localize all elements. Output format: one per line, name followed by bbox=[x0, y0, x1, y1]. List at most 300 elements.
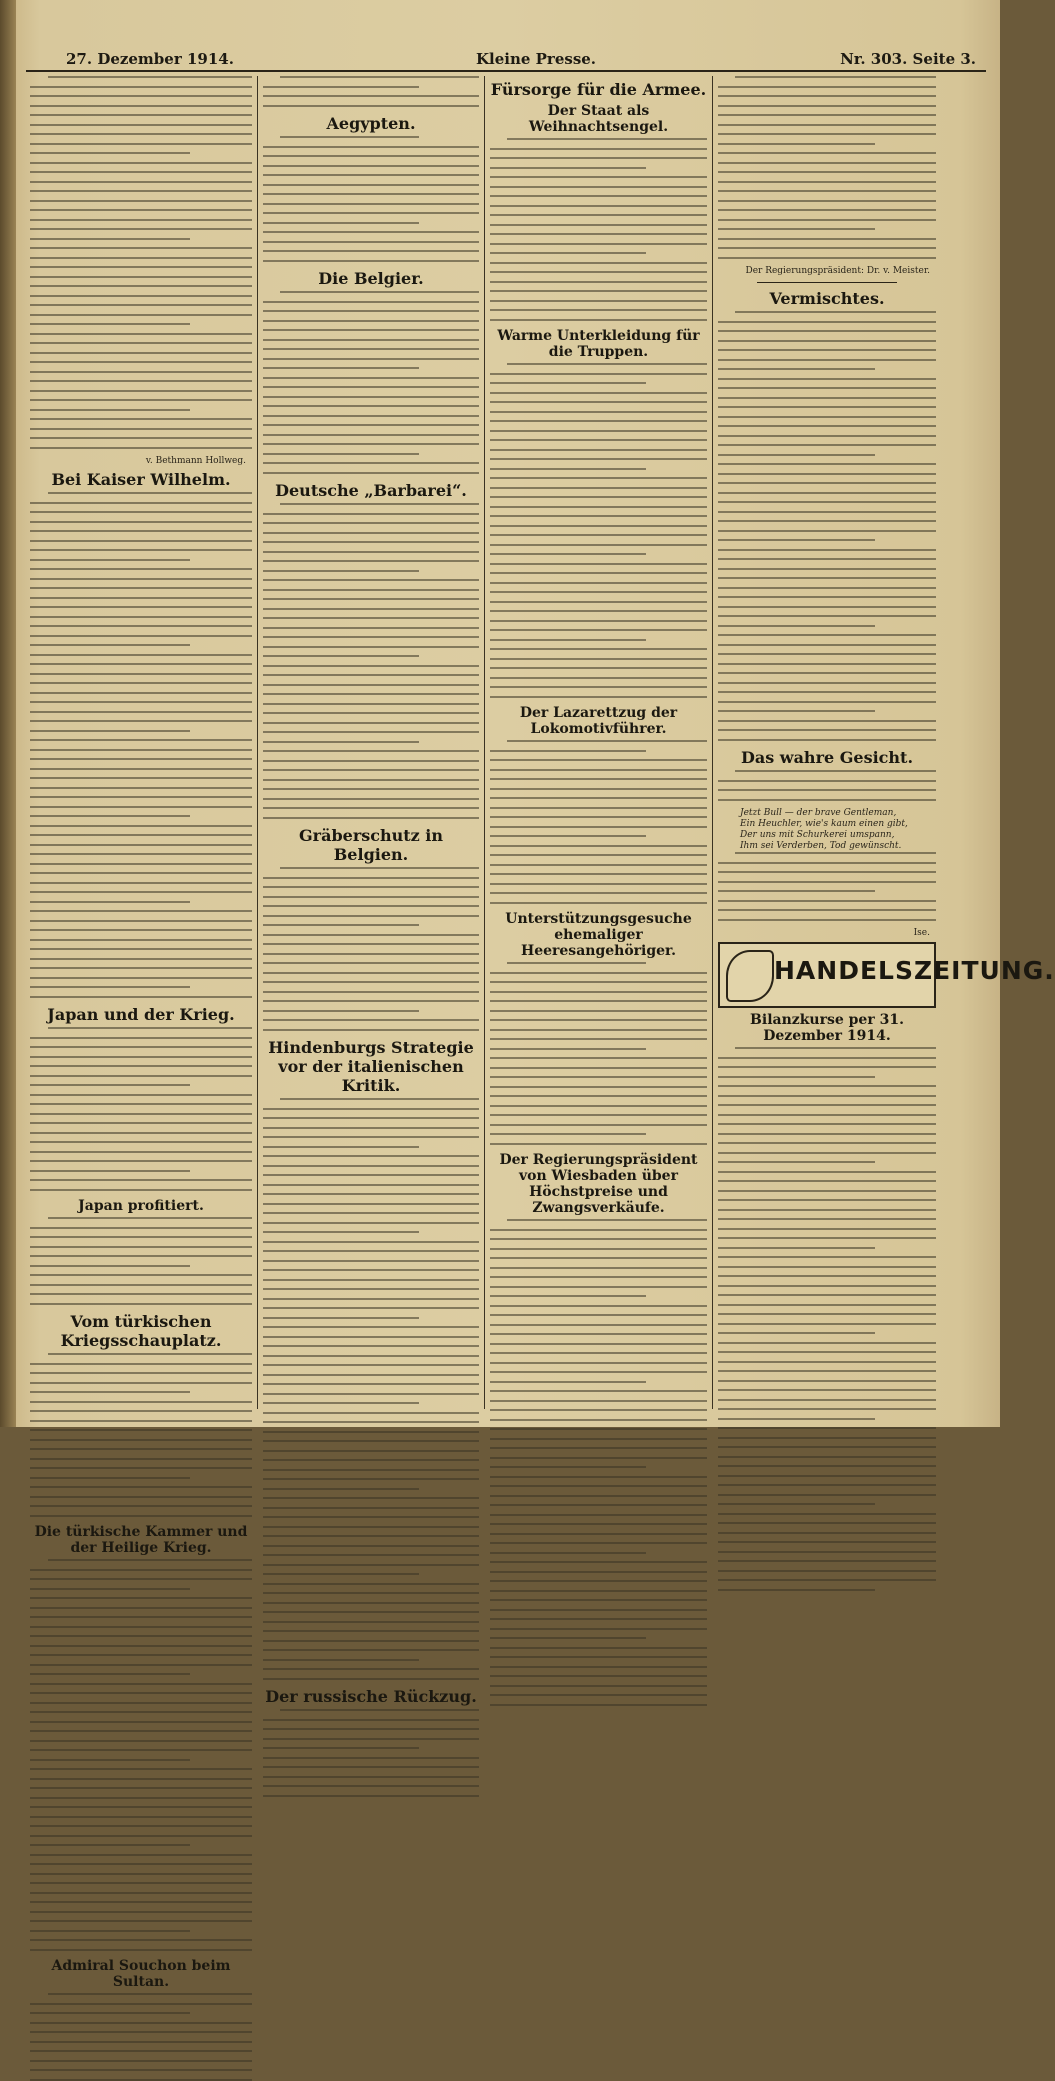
text-line bbox=[30, 796, 252, 798]
text-line bbox=[718, 799, 936, 801]
text-line bbox=[263, 560, 479, 562]
text-line bbox=[30, 834, 252, 836]
text-line bbox=[490, 1295, 646, 1297]
text-line bbox=[263, 522, 479, 524]
text-line bbox=[718, 1285, 936, 1287]
text-line bbox=[718, 1522, 936, 1524]
text-line bbox=[718, 682, 936, 684]
text-line bbox=[263, 807, 479, 809]
text-block bbox=[718, 76, 936, 259]
text-line bbox=[490, 420, 707, 422]
text-line bbox=[30, 1236, 252, 1238]
text-line bbox=[263, 222, 419, 224]
text-line bbox=[490, 601, 707, 603]
text-line bbox=[490, 677, 707, 679]
text-line bbox=[263, 1728, 479, 1730]
text-line bbox=[30, 749, 252, 751]
text-line bbox=[490, 873, 707, 875]
text-line bbox=[30, 1151, 252, 1153]
text-line bbox=[30, 1797, 252, 1799]
text-line bbox=[718, 247, 936, 249]
text-line bbox=[490, 1590, 707, 1592]
text-line bbox=[718, 1370, 936, 1372]
headline: Die Belgier. bbox=[318, 269, 424, 288]
text-line bbox=[30, 587, 252, 589]
text-line bbox=[30, 1496, 252, 1498]
text-line bbox=[718, 1361, 936, 1363]
text-line bbox=[30, 200, 252, 202]
text-line bbox=[30, 1056, 252, 1058]
text-line bbox=[718, 124, 936, 126]
text-line bbox=[490, 319, 707, 321]
text-line bbox=[718, 1152, 936, 1154]
text-line bbox=[490, 778, 707, 780]
text-line bbox=[718, 1399, 936, 1401]
text-line bbox=[718, 133, 936, 135]
text-line bbox=[718, 1275, 936, 1277]
text-line bbox=[263, 981, 479, 983]
text-line bbox=[718, 257, 936, 259]
text-line bbox=[490, 300, 707, 302]
text-line bbox=[48, 1217, 252, 1219]
text-line bbox=[490, 1400, 707, 1402]
text-line bbox=[30, 1477, 190, 1479]
text-line bbox=[30, 720, 252, 722]
text-line bbox=[718, 1494, 936, 1496]
text-line bbox=[490, 205, 707, 207]
text-line bbox=[30, 825, 252, 827]
text-line bbox=[490, 1143, 707, 1145]
text-line bbox=[30, 2079, 252, 2081]
text-line bbox=[718, 625, 875, 627]
text-line bbox=[30, 1835, 252, 1837]
text-line bbox=[718, 482, 936, 484]
text-line bbox=[263, 769, 479, 771]
text-line bbox=[263, 905, 479, 907]
text-line bbox=[30, 276, 252, 278]
text-line bbox=[263, 1440, 479, 1442]
text-line bbox=[30, 844, 252, 846]
text-line bbox=[490, 1352, 707, 1354]
text-line bbox=[490, 1267, 707, 1269]
text-line bbox=[718, 1294, 936, 1296]
text-line bbox=[263, 513, 479, 515]
text-line bbox=[490, 1019, 707, 1021]
text-block bbox=[490, 1219, 707, 1706]
text-line bbox=[30, 1439, 252, 1441]
text-line bbox=[263, 1279, 479, 1281]
text-line bbox=[48, 1353, 252, 1355]
text-line bbox=[490, 1647, 707, 1649]
text-line bbox=[263, 962, 479, 964]
text-block bbox=[718, 1047, 936, 1591]
text-line bbox=[490, 648, 707, 650]
text-line bbox=[490, 1533, 707, 1535]
text-line bbox=[30, 380, 252, 382]
text-line bbox=[718, 1332, 875, 1334]
text-line bbox=[490, 167, 646, 169]
text-line bbox=[30, 502, 252, 504]
text-line bbox=[718, 1095, 936, 1097]
text-line bbox=[490, 487, 707, 489]
headline: Aegypten. bbox=[326, 114, 416, 133]
text-line bbox=[30, 758, 252, 760]
headline: Der russische Rückzug. bbox=[265, 1687, 477, 1706]
text-line bbox=[490, 290, 707, 292]
text-block bbox=[718, 852, 936, 921]
banner-title: HANDELSZEITUNG. bbox=[774, 956, 1055, 985]
headline: Bilanzkurse per 31. Dezember 1914. bbox=[750, 1012, 904, 1044]
text-line bbox=[490, 1343, 707, 1345]
divider bbox=[757, 282, 897, 283]
text-line bbox=[490, 544, 707, 546]
text-line bbox=[490, 1694, 707, 1696]
text-line bbox=[30, 2031, 252, 2033]
poem-line: Ein Heuchler, wie's kaum einen gibt, bbox=[740, 819, 908, 829]
header-paper-title: Kleine Presse. bbox=[476, 50, 597, 68]
text-line bbox=[490, 373, 707, 375]
text-line bbox=[718, 444, 936, 446]
text-line bbox=[30, 1711, 252, 1713]
text-line bbox=[490, 224, 707, 226]
text-line bbox=[490, 309, 707, 311]
text-line bbox=[30, 1882, 252, 1884]
signature: Der Regierungspräsident: Dr. v. Meister. bbox=[745, 266, 930, 276]
text-line bbox=[30, 568, 252, 570]
text-line bbox=[718, 359, 936, 361]
text-line bbox=[718, 615, 936, 617]
text-line bbox=[490, 591, 707, 593]
text-line bbox=[490, 148, 707, 150]
text-line bbox=[263, 1165, 479, 1167]
column-rule bbox=[257, 76, 258, 1409]
text-line bbox=[30, 1920, 252, 1922]
text-line bbox=[718, 181, 936, 183]
text-line bbox=[30, 644, 190, 646]
text-line bbox=[30, 219, 252, 221]
text-line bbox=[30, 352, 252, 354]
text-block bbox=[490, 363, 707, 698]
text-line bbox=[263, 472, 479, 474]
text-line bbox=[30, 939, 252, 941]
text-line bbox=[490, 243, 707, 245]
text-line bbox=[263, 320, 479, 322]
text-line bbox=[263, 241, 479, 243]
text-line bbox=[30, 2050, 252, 2052]
text-line bbox=[490, 1552, 646, 1554]
text-line bbox=[490, 1476, 707, 1478]
text-line bbox=[490, 1542, 707, 1544]
text-line bbox=[490, 658, 707, 660]
text-line bbox=[30, 1863, 252, 1865]
text-line bbox=[490, 972, 707, 974]
text-line bbox=[30, 929, 252, 931]
text-line bbox=[263, 367, 419, 369]
text-block bbox=[263, 867, 479, 1031]
text-line bbox=[718, 1142, 936, 1144]
text-block bbox=[30, 1353, 252, 1517]
text-line bbox=[30, 1616, 252, 1618]
column-3 bbox=[490, 76, 707, 1409]
text-line bbox=[490, 1371, 707, 1373]
text-block bbox=[490, 740, 707, 904]
text-line bbox=[263, 1000, 479, 1002]
text-line bbox=[30, 171, 252, 173]
text-line bbox=[490, 1257, 707, 1259]
text-line bbox=[263, 532, 479, 534]
text-line bbox=[718, 644, 936, 646]
headline: Gräberschutz in Belgien. bbox=[298, 826, 444, 864]
text-line bbox=[490, 582, 707, 584]
text-line bbox=[490, 449, 707, 451]
text-line bbox=[263, 1478, 479, 1480]
text-line bbox=[263, 731, 479, 733]
text-line bbox=[718, 349, 936, 351]
text-line bbox=[263, 1193, 479, 1195]
text-line bbox=[263, 991, 479, 993]
text-line bbox=[30, 1844, 190, 1846]
text-line bbox=[718, 1589, 875, 1591]
text-line bbox=[718, 530, 936, 532]
text-line bbox=[30, 1046, 252, 1048]
text-line bbox=[718, 1351, 936, 1353]
text-line bbox=[490, 1229, 707, 1231]
text-line bbox=[490, 759, 707, 761]
text-line bbox=[718, 1114, 936, 1116]
text-line bbox=[718, 1551, 936, 1553]
text-block bbox=[263, 1098, 479, 1680]
text-line bbox=[263, 1231, 419, 1233]
text-line bbox=[718, 463, 936, 465]
header-date: 27. Dezember 1914. bbox=[66, 50, 234, 68]
text-line bbox=[263, 1222, 479, 1224]
text-line bbox=[718, 862, 936, 864]
text-line bbox=[490, 1495, 707, 1497]
text-line bbox=[263, 146, 479, 148]
text-line bbox=[718, 672, 936, 674]
text-line bbox=[263, 1738, 479, 1740]
text-line bbox=[718, 209, 936, 211]
headline: Japan und der Krieg. bbox=[47, 1005, 235, 1024]
text-line bbox=[30, 663, 252, 665]
text-line bbox=[263, 1507, 479, 1509]
text-line bbox=[30, 1410, 252, 1412]
text-line bbox=[263, 1630, 479, 1632]
text-line bbox=[263, 943, 479, 945]
text-line bbox=[263, 1374, 479, 1376]
text-line bbox=[263, 1421, 479, 1423]
text-line bbox=[263, 693, 479, 695]
text-line bbox=[30, 2003, 252, 2005]
text-line bbox=[263, 665, 479, 667]
text-line bbox=[30, 1569, 252, 1571]
text-line bbox=[30, 1588, 190, 1590]
text-line bbox=[263, 1136, 479, 1138]
text-line bbox=[263, 1269, 479, 1271]
text-line bbox=[718, 558, 936, 560]
text-line bbox=[30, 1179, 252, 1181]
text-line bbox=[30, 1645, 252, 1647]
text-line bbox=[263, 1459, 479, 1461]
text-line bbox=[30, 190, 252, 192]
text-line bbox=[30, 511, 252, 513]
text-line bbox=[718, 416, 936, 418]
text-line bbox=[263, 1516, 479, 1518]
text-line bbox=[263, 788, 479, 790]
text-line bbox=[30, 1854, 252, 1856]
text-line bbox=[30, 105, 252, 107]
text-line bbox=[30, 635, 252, 637]
text-line bbox=[30, 1420, 252, 1422]
text-line bbox=[30, 143, 252, 145]
text-line bbox=[30, 418, 252, 420]
text-line bbox=[718, 909, 936, 911]
text-line bbox=[30, 409, 190, 411]
text-line bbox=[30, 437, 252, 439]
text-line bbox=[490, 392, 707, 394]
text-line bbox=[718, 1180, 936, 1182]
text-line bbox=[718, 549, 936, 551]
text-line bbox=[718, 1418, 875, 1420]
text-line bbox=[263, 339, 479, 341]
text-line bbox=[263, 184, 479, 186]
text-line bbox=[718, 1579, 936, 1581]
text-line bbox=[718, 1408, 936, 1410]
text-line bbox=[263, 1326, 479, 1328]
text-line bbox=[30, 1597, 252, 1599]
text-line bbox=[718, 890, 875, 892]
page-header bbox=[26, 48, 986, 72]
banner-wrap bbox=[718, 942, 1055, 1008]
text-line bbox=[30, 1768, 252, 1770]
text-line bbox=[30, 371, 252, 373]
text-line bbox=[490, 1457, 707, 1459]
text-line bbox=[490, 1333, 707, 1335]
text-block bbox=[718, 770, 936, 801]
text-line bbox=[718, 387, 936, 389]
text-line bbox=[490, 1029, 707, 1031]
headline: Bei Kaiser Wilhelm. bbox=[51, 470, 231, 489]
text-line bbox=[507, 363, 707, 365]
text-line bbox=[263, 646, 479, 648]
text-line bbox=[718, 568, 936, 570]
text-line bbox=[490, 667, 707, 669]
text-line bbox=[30, 625, 252, 627]
text-line bbox=[490, 788, 707, 790]
poem-line: Ihm sei Verderben, Tod gewünscht. bbox=[740, 841, 902, 851]
text-line bbox=[507, 1219, 707, 1221]
text-line bbox=[490, 553, 646, 555]
text-line bbox=[490, 468, 646, 470]
text-line bbox=[263, 1364, 479, 1366]
text-line bbox=[30, 1873, 252, 1875]
text-line bbox=[263, 1184, 479, 1186]
text-line bbox=[490, 1580, 707, 1582]
text-line bbox=[30, 1607, 252, 1609]
text-line bbox=[30, 853, 252, 855]
text-line bbox=[718, 501, 936, 503]
text-line bbox=[280, 867, 479, 869]
text-line bbox=[718, 919, 936, 921]
text-line bbox=[490, 401, 707, 403]
text-line bbox=[30, 1911, 252, 1913]
text-line bbox=[718, 1228, 936, 1230]
text-line bbox=[263, 1592, 479, 1594]
text-line bbox=[490, 1305, 707, 1307]
text-line bbox=[490, 563, 707, 565]
text-line bbox=[490, 1048, 646, 1050]
text-line bbox=[263, 636, 479, 638]
headline: Der Regierungspräsident von Wiesbaden über Höchstpreise und Zwangsverkäufe. bbox=[499, 1152, 698, 1216]
text-line bbox=[490, 1666, 707, 1668]
text-line bbox=[263, 1621, 479, 1623]
text-line bbox=[718, 86, 936, 88]
header-page-number: Nr. 303. Seite 3. bbox=[840, 50, 976, 68]
text-line bbox=[263, 1602, 479, 1604]
text-line bbox=[30, 209, 252, 211]
text-line bbox=[263, 415, 479, 417]
text-line bbox=[490, 981, 707, 983]
text-line bbox=[30, 1274, 252, 1276]
text-block bbox=[718, 311, 936, 741]
text-line bbox=[718, 152, 936, 154]
column-4 bbox=[718, 76, 1055, 1409]
text-line bbox=[263, 703, 479, 705]
text-line bbox=[718, 238, 936, 240]
text-line bbox=[507, 138, 707, 140]
text-line bbox=[718, 219, 936, 221]
text-block bbox=[490, 962, 707, 1145]
text-line bbox=[490, 1704, 707, 1706]
text-line bbox=[718, 780, 936, 782]
text-line bbox=[490, 1675, 707, 1677]
text-line bbox=[263, 434, 479, 436]
text-block bbox=[263, 136, 479, 262]
text-line bbox=[263, 1611, 479, 1613]
text-line bbox=[490, 835, 646, 837]
text-block bbox=[263, 503, 479, 819]
headline: Admiral Souchon beim Sultan. bbox=[51, 1958, 231, 1990]
text-line bbox=[490, 252, 646, 254]
text-line bbox=[30, 739, 252, 741]
text-line bbox=[30, 806, 252, 808]
text-line bbox=[263, 1795, 479, 1797]
text-line bbox=[490, 1428, 707, 1430]
text-line bbox=[30, 1458, 252, 1460]
text-line bbox=[490, 620, 707, 622]
text-line bbox=[718, 1323, 936, 1325]
text-line bbox=[718, 425, 936, 427]
text-line bbox=[263, 779, 479, 781]
text-line bbox=[263, 86, 419, 88]
text-line bbox=[30, 2022, 252, 2024]
text-line bbox=[718, 520, 936, 522]
text-line bbox=[263, 301, 479, 303]
text-line bbox=[718, 596, 936, 598]
text-line bbox=[735, 770, 936, 772]
text-line bbox=[30, 428, 252, 430]
column-1 bbox=[30, 76, 252, 1990]
text-line bbox=[263, 798, 479, 800]
headline: Der Lazarettzug der Lokomotivführer. bbox=[519, 705, 678, 737]
text-line bbox=[30, 1391, 190, 1393]
text-line bbox=[490, 430, 707, 432]
text-line bbox=[490, 1419, 707, 1421]
text-line bbox=[30, 882, 252, 884]
column-rule bbox=[484, 76, 485, 1409]
text-line bbox=[263, 1203, 479, 1205]
headline: Die türkische Kammer und der Heilige Krieg. bbox=[34, 1524, 248, 1556]
